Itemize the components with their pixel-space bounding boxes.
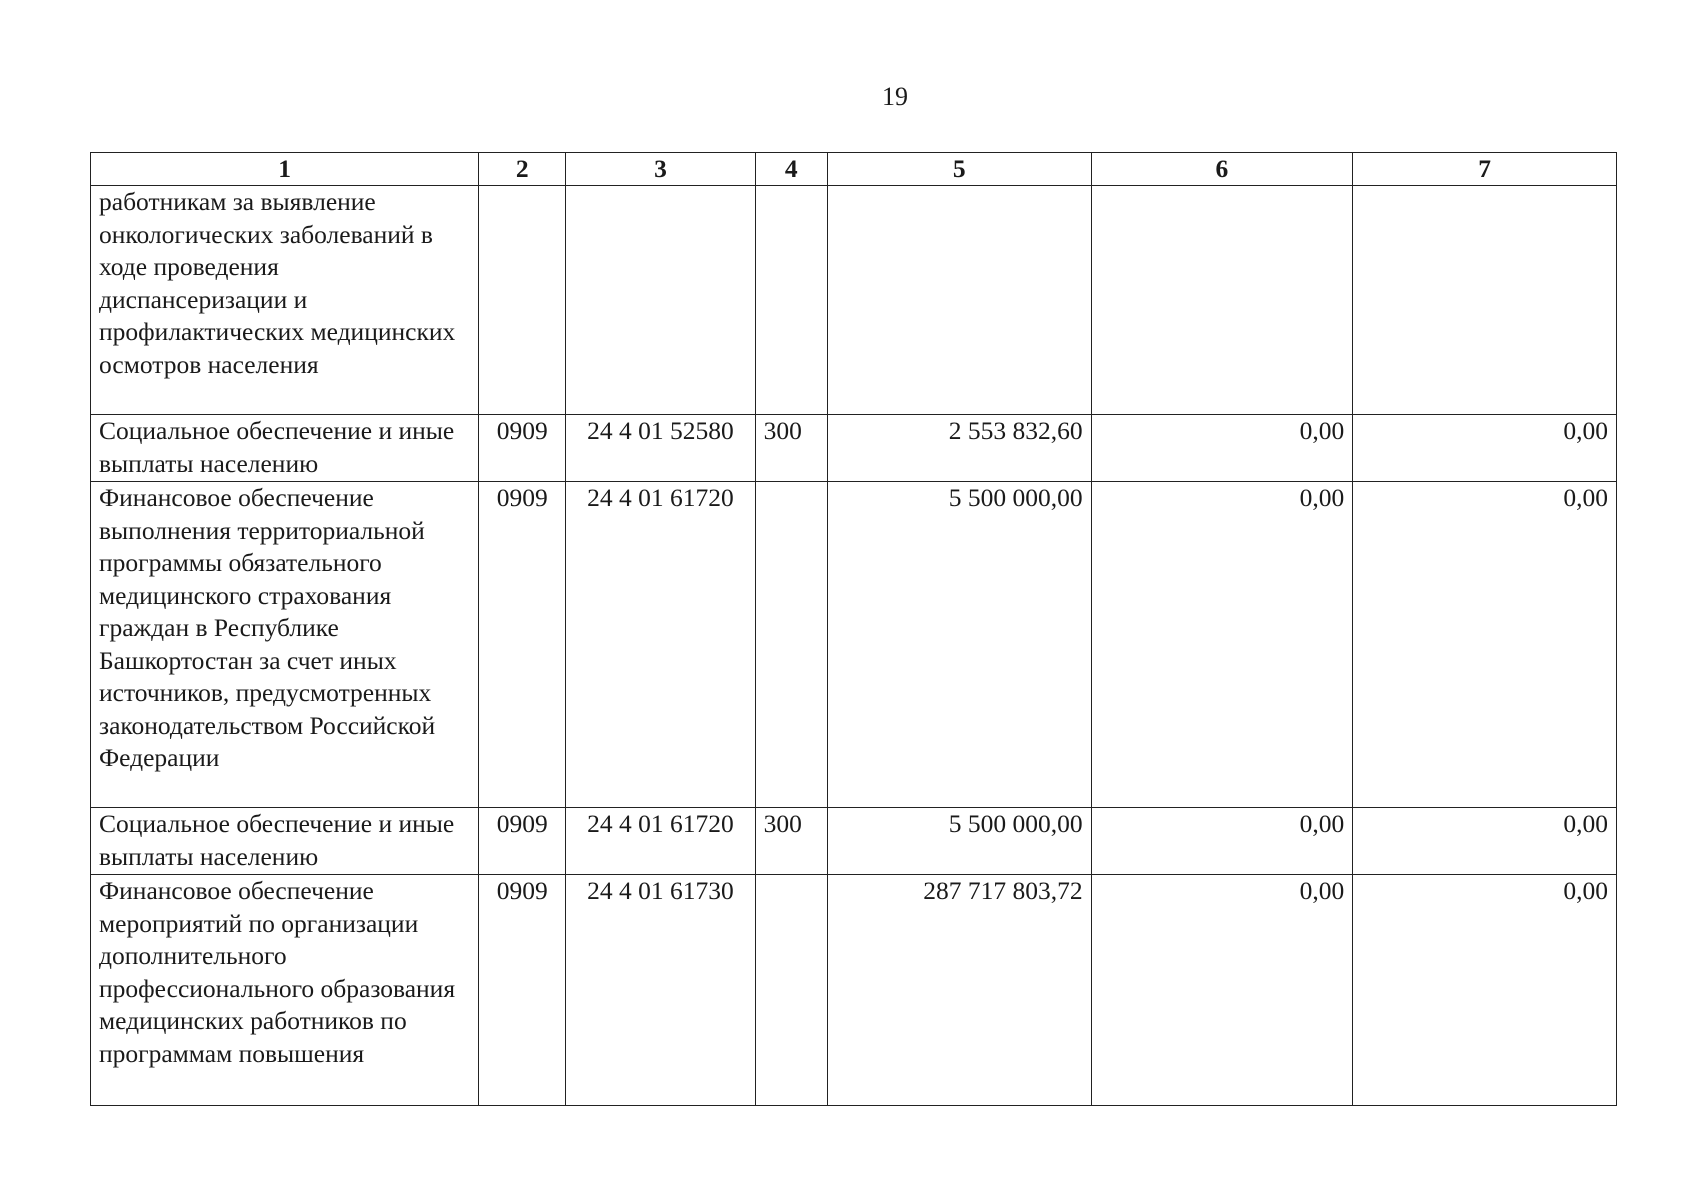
row-section: 0909 bbox=[479, 482, 566, 808]
row-name: Финансовое обеспечение выполнения территориальной программы обязательного медицинского страхования граждан в Республике Башкортостан за счет иных источников, предусмотренных законодательством Российской Федерации bbox=[91, 482, 479, 808]
row-expense-kind: 300 bbox=[755, 808, 827, 875]
table-row bbox=[91, 808, 1617, 875]
page-number: 19 bbox=[882, 82, 908, 111]
column-header-3: 3 bbox=[566, 153, 755, 186]
column-header-1: 1 bbox=[91, 153, 479, 186]
row-value-col7: 0,00 bbox=[1353, 808, 1617, 875]
table-row bbox=[91, 186, 1617, 415]
row-value-col5: 2 553 832,60 bbox=[827, 415, 1091, 482]
table-row bbox=[91, 875, 1617, 1106]
row-name: работникам за выявление онкологических заболеваний в ходе проведения диспансеризации и профилактических медицинских осмотров населения bbox=[91, 186, 479, 415]
row-value-col7: 0,00 bbox=[1353, 875, 1617, 1106]
row-value-col5: 5 500 000,00 bbox=[827, 482, 1091, 808]
row-value-col7: 0,00 bbox=[1353, 415, 1617, 482]
row-expense-kind bbox=[755, 875, 827, 1106]
row-section: 0909 bbox=[479, 875, 566, 1106]
column-header-4: 4 bbox=[755, 153, 827, 186]
row-value-col5 bbox=[827, 186, 1091, 415]
row-value-col6: 0,00 bbox=[1091, 482, 1353, 808]
row-name: Социальное обеспечение и иные выплаты населению bbox=[91, 415, 479, 482]
row-value-col6: 0,00 bbox=[1091, 415, 1353, 482]
row-value-col5: 5 500 000,00 bbox=[827, 808, 1091, 875]
table-row bbox=[91, 482, 1617, 808]
row-target-code: 24 4 01 61720 bbox=[566, 808, 755, 875]
row-section bbox=[479, 186, 566, 415]
row-target-code bbox=[566, 186, 755, 415]
row-target-code: 24 4 01 52580 bbox=[566, 415, 755, 482]
row-section: 0909 bbox=[479, 808, 566, 875]
row-target-code: 24 4 01 61720 bbox=[566, 482, 755, 808]
column-header-2: 2 bbox=[479, 153, 566, 186]
column-header-5: 5 bbox=[827, 153, 1091, 186]
header-row bbox=[91, 153, 1617, 186]
row-value-col6: 0,00 bbox=[1091, 875, 1353, 1106]
row-target-code: 24 4 01 61730 bbox=[566, 875, 755, 1106]
row-expense-kind: 300 bbox=[755, 415, 827, 482]
row-section: 0909 bbox=[479, 415, 566, 482]
row-value-col7 bbox=[1353, 186, 1617, 415]
row-value-col7: 0,00 bbox=[1353, 482, 1617, 808]
row-expense-kind bbox=[755, 482, 827, 808]
table-row bbox=[91, 415, 1617, 482]
row-value-col6: 0,00 bbox=[1091, 808, 1353, 875]
row-name: Социальное обеспечение и иные выплаты населению bbox=[91, 808, 479, 875]
row-expense-kind bbox=[755, 186, 827, 415]
budget-table bbox=[90, 152, 1617, 1106]
column-header-6: 6 bbox=[1091, 153, 1353, 186]
row-name: Финансовое обеспечение мероприятий по организации дополнительного профессионального образования медицинских работников по программам повышения bbox=[91, 875, 479, 1106]
row-value-col6 bbox=[1091, 186, 1353, 415]
column-header-7: 7 bbox=[1353, 153, 1617, 186]
row-value-col5: 287 717 803,72 bbox=[827, 875, 1091, 1106]
